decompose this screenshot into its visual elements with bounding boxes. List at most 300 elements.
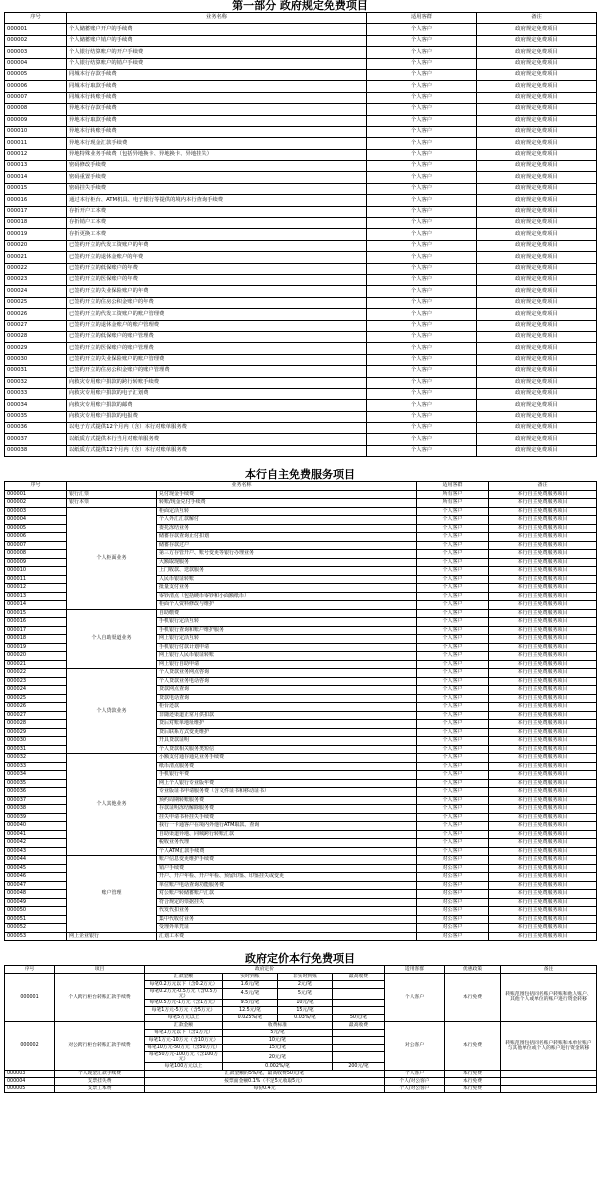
remark-cell: 本行自主免费服务项目: [489, 745, 597, 754]
customer-cell: 个人客户: [417, 822, 489, 831]
customer-cell: 个人客户: [367, 81, 477, 92]
header-policy: 优惠政策: [445, 966, 501, 974]
table-row: [5, 240, 597, 251]
remark-cell: 本行自主免费服务项目: [489, 499, 597, 508]
name-cell: 柜面个人资料修改与维护: [157, 601, 417, 610]
seq-cell: 000012: [5, 149, 67, 160]
name-cell: 存折销户工本费: [67, 218, 367, 229]
customer-cell: 个人客户: [417, 805, 489, 814]
customer-cell: 个人客户: [367, 400, 477, 411]
customer-cell: 个人客户: [367, 388, 477, 399]
customer-cell: 个人客户: [417, 737, 489, 746]
seq-cell: 000043: [5, 847, 67, 856]
remark-cell: 政府规定免费项目: [477, 126, 597, 137]
subheader-cell: 汇款金额: [145, 973, 223, 981]
remark-cell: 政府规定免费项目: [477, 115, 597, 126]
table-row: [5, 434, 597, 445]
customer-cell: 个人客户: [417, 779, 489, 788]
amount-cell: 每笔0.5万元-1万元（含1万元）: [145, 999, 223, 1007]
seq-cell: 000045: [5, 864, 67, 873]
seq-cell: 000038: [5, 805, 67, 814]
name-cell: 个人银行结算账户的销户手续费: [67, 58, 367, 69]
name-cell: 已签约开立的失业保险账户的账户管理费: [67, 354, 367, 365]
table-row: [5, 149, 597, 160]
remark-cell: 本行自主免费服务项目: [489, 898, 597, 907]
fee-cell: 10元/笔: [223, 1037, 333, 1045]
name-cell: 向救灾专用账户捐款的电报费: [67, 411, 367, 422]
remark-cell: 本行自主免费服务项目: [489, 924, 597, 933]
seq-cell: 000049: [5, 898, 67, 907]
name-cell: 贷后联系方式变更维护: [157, 728, 417, 737]
customer-cell: 个人客户: [417, 771, 489, 780]
name-cell: 单位账户电话查询功能服务费: [157, 881, 417, 890]
customer-cell: 个人客户: [417, 677, 489, 686]
remark-cell: 本行自主免费服务项目: [489, 516, 597, 525]
header-remark: 备注: [501, 966, 597, 974]
customer-cell: 对公客户: [417, 890, 489, 899]
name-cell: 上门收款、送款服务: [157, 567, 417, 576]
customer-cell: 个人客户: [385, 1070, 445, 1078]
table-row: [5, 126, 597, 137]
seq-cell: 000034: [5, 400, 67, 411]
customer-cell: 个人客户: [367, 343, 477, 354]
header-customer: 适用客群: [417, 482, 489, 491]
seq-cell: 000022: [5, 263, 67, 274]
table-row: [5, 423, 597, 434]
customer-cell: 个人客户: [367, 354, 477, 365]
name-cell: 转账/现金兑付手续费: [157, 499, 417, 508]
seq-cell: 000006: [5, 533, 67, 542]
seq-cell: 000011: [5, 138, 67, 149]
policy-cell: 本行免费: [445, 1078, 501, 1086]
remark-cell: 政府规定免费项目: [477, 149, 597, 160]
name-cell: 异地本行现金汇款手续费: [67, 138, 367, 149]
table-row: [5, 161, 597, 172]
name-cell: 同城本行存款手续费: [67, 69, 367, 80]
table-row: [5, 507, 597, 516]
seq-cell: 000002: [5, 1022, 55, 1071]
remark-cell: 本行自主免费服务项目: [489, 873, 597, 882]
name-cell: 已签约开立的低保账户的账户管理费: [67, 331, 367, 342]
name-cell: 以纸质方式提供本行当月对账单服务费: [67, 434, 367, 445]
amount-cell: 每笔10万元-50万元（含50万元）: [145, 1044, 223, 1052]
name-cell: 网上银行自助申请: [157, 660, 417, 669]
remark-cell: 本行自主免费服务项目: [489, 788, 597, 797]
realtime-fee-cell: 4.5元/笔: [223, 988, 278, 999]
customer-cell: 个人客户: [367, 366, 477, 377]
name-cell: 税收业务代理: [157, 839, 417, 848]
customer-cell: 个人客户: [367, 58, 477, 69]
remark-cell: 本行自主免费服务项目: [489, 609, 597, 618]
subheader-cell: 收费标准: [223, 1022, 333, 1030]
seq-cell: 000002: [5, 499, 67, 508]
customer-cell: 个人客户: [417, 762, 489, 771]
seq-cell: 000026: [5, 703, 67, 712]
name-cell: 手机银行年费: [157, 771, 417, 780]
seq-cell: 000035: [5, 779, 67, 788]
seq-cell: 000021: [5, 660, 67, 669]
remark-cell: 政府规定免费项目: [477, 309, 597, 320]
customer-cell: 个人客户: [367, 172, 477, 183]
seq-cell: 000014: [5, 601, 67, 610]
remark-cell: 本行自主免费服务项目: [489, 601, 597, 610]
seq-cell: 000030: [5, 354, 67, 365]
amount-cell: 每笔1万元以下（含1万元）: [145, 1029, 223, 1037]
customer-cell: 个人客户: [417, 533, 489, 542]
seq-cell: 000044: [5, 856, 67, 865]
seq-cell: 000013: [5, 161, 67, 172]
name-cell: 向救灾专用账户捐款的邮费: [67, 400, 367, 411]
seq-cell: 000006: [5, 81, 67, 92]
seq-cell: 000033: [5, 388, 67, 399]
table-row: [5, 172, 597, 183]
name-cell: 挂失申请书补挂失手续费: [157, 813, 417, 822]
name-cell: 零钞清点（包括硬币零钞和小面额纸币）: [157, 592, 417, 601]
table-row: [5, 669, 597, 678]
empty-cell: [333, 981, 385, 989]
remark-cell: 政府规定免费项目: [477, 138, 597, 149]
table-row: [5, 609, 597, 618]
remark-cell: 本行自主免费服务项目: [489, 822, 597, 831]
remark-cell: 政府规定免费项目: [477, 274, 597, 285]
remark-cell: 本行自主免费服务项目: [489, 890, 597, 899]
customer-cell: 个人客户: [367, 47, 477, 58]
remark-cell: 本行自主免费服务项目: [489, 524, 597, 533]
table-row: [5, 138, 597, 149]
table-row: [5, 309, 597, 320]
table-row: [5, 411, 597, 422]
category-cell: 个人柜面业务: [67, 507, 157, 609]
customer-cell: 个人客户: [367, 161, 477, 172]
name-cell: 密码重置手续费: [67, 172, 367, 183]
remark-cell: 政府规定免费项目: [477, 445, 597, 456]
remark-cell: 本行自主免费服务项目: [489, 703, 597, 712]
name-cell: 汇划工本费: [157, 932, 417, 941]
seq-cell: 000016: [5, 618, 67, 627]
customer-cell: 个人客户: [417, 626, 489, 635]
customer-cell: 个人客户: [367, 309, 477, 320]
table-row: [5, 218, 597, 229]
subheader-cell: 实时到账: [223, 973, 278, 981]
seq-cell: 000004: [5, 1078, 55, 1086]
table-row: [5, 206, 597, 217]
customer-cell: 个人客户: [367, 297, 477, 308]
seq-cell: 000030: [5, 737, 67, 746]
name-cell: 已签约开立的代发工资账户的账户管理费: [67, 309, 367, 320]
header-seq: 序号: [5, 13, 67, 24]
seq-cell: 000009: [5, 558, 67, 567]
remark-cell: 本行自主免费服务项目: [489, 558, 597, 567]
table-row: [5, 195, 597, 206]
seq-cell: 000050: [5, 907, 67, 916]
max-fee-cell: 50元/笔: [333, 1014, 385, 1022]
remark-cell: 政府规定免费项目: [477, 183, 597, 194]
remark-cell: 政府规定免费项目: [477, 161, 597, 172]
amount-cell: 每笔1万元-5万元（含5万元）: [145, 1007, 223, 1015]
name-cell: 支票工本费: [55, 1085, 145, 1093]
remark-cell: 转账范围包括同名账户转账和本单位账户与其他单位或个人的账户进行资金转移: [501, 1022, 597, 1071]
table-row: [5, 1085, 597, 1093]
realtime-fee-cell: 12.5元/笔: [223, 1007, 278, 1015]
remark-cell: 政府规定免费项目: [477, 400, 597, 411]
customer-cell: 个人客户: [367, 183, 477, 194]
customer-cell: 个人客户: [417, 669, 489, 678]
remark-cell: 政府规定免费项目: [477, 195, 597, 206]
seq-cell: 000047: [5, 881, 67, 890]
header-seq: 序号: [5, 966, 55, 974]
remark-cell: 本行自主免费服务项目: [489, 728, 597, 737]
remark-cell: [501, 1078, 597, 1086]
gov-price-cell: 汇款金额的5%/笔，最高收费50元/笔: [145, 1070, 385, 1078]
name-cell: 个人ATM汇款手续费: [157, 847, 417, 856]
table-row: [5, 297, 597, 308]
customer-cell: 个人客户: [417, 796, 489, 805]
remark-cell: 政府规定免费项目: [477, 24, 597, 35]
name-cell: 密码修改手续费: [67, 161, 367, 172]
name-cell: 已签约开立的住房公积金账户的年费: [67, 297, 367, 308]
seq-cell: 000022: [5, 669, 67, 678]
customer-cell: 个人客户: [417, 839, 489, 848]
table-row: [5, 263, 597, 274]
name-cell: 存折开户工本费: [67, 206, 367, 217]
remark-cell: 本行自主免费服务项目: [489, 626, 597, 635]
name-cell: 已签约开立的医保账户的账户管理费: [67, 343, 367, 354]
customer-cell: 个人客户: [417, 516, 489, 525]
seq-cell: 000018: [5, 635, 67, 644]
seq-cell: 000001: [5, 973, 55, 1022]
seq-cell: 000008: [5, 104, 67, 115]
customer-cell: 个人客户: [417, 584, 489, 593]
remark-cell: 本行自主免费服务项目: [489, 907, 597, 916]
customer-cell: 个人客户: [367, 274, 477, 285]
remark-cell: 本行自主免费服务项目: [489, 932, 597, 941]
customer-cell: 个人客户: [367, 24, 477, 35]
seq-cell: 000004: [5, 58, 67, 69]
name-cell: 贷后对账单地址维护: [157, 720, 417, 729]
name-cell: 异地特殊业务手续费（包括异地换卡、异地换卡、异地挂失）: [67, 149, 367, 160]
remark-cell: 政府规定免费项目: [477, 411, 597, 422]
remark-cell: 本行自主免费服务项目: [489, 830, 597, 839]
remark-cell: 本行自主免费服务项目: [489, 737, 597, 746]
name-cell: 手机银行定活互转: [157, 618, 417, 627]
nonrealtime-fee-cell: 10元/笔: [278, 999, 333, 1007]
customer-cell: 个人客户: [417, 592, 489, 601]
category-cell: 账户管理: [67, 856, 157, 933]
seq-cell: 000037: [5, 434, 67, 445]
seq-cell: 000040: [5, 822, 67, 831]
fee-cell: 15元/笔: [223, 1044, 333, 1052]
name-cell: 纸币清点服务费: [157, 762, 417, 771]
table-row: [5, 490, 597, 499]
name-cell: 已签约开立的代发工资账户的年费: [67, 240, 367, 251]
seq-cell: 000038: [5, 445, 67, 456]
customer-cell: 个人客户: [367, 263, 477, 274]
name-cell: 贷款电话查询: [157, 694, 417, 703]
header-name: 业务名称: [67, 13, 367, 24]
remark-cell: 本行自主免费服务项目: [489, 567, 597, 576]
name-cell: 批量支付业务: [157, 584, 417, 593]
remark-cell: 本行自主免费服务项目: [489, 711, 597, 720]
remark-cell: 本行自主免费服务项目: [489, 618, 597, 627]
table-row: [5, 1022, 597, 1030]
name-cell: 以纸质方式提供12个月内（含）本行对账单服务费: [67, 445, 367, 456]
seq-cell: 000019: [5, 643, 67, 652]
customer-cell: 个人/对公客户: [385, 1085, 445, 1093]
remark-cell: 政府规定免费项目: [477, 58, 597, 69]
seq-cell: 000008: [5, 550, 67, 559]
table-row: [5, 366, 597, 377]
category-cell: 个人其他业务: [67, 754, 157, 856]
customer-cell: 个人客户: [417, 507, 489, 516]
customer-cell: 对公客户: [417, 907, 489, 916]
table-row: [5, 377, 597, 388]
name-cell: 储蓄存款查询止付扣划: [157, 533, 417, 542]
remark-cell: 本行自主免费服务项目: [489, 533, 597, 542]
seq-cell: 000025: [5, 297, 67, 308]
part2-title: 本行自主免费服务项目: [245, 468, 355, 482]
seq-cell: 000051: [5, 915, 67, 924]
customer-cell: 个人客户: [367, 218, 477, 229]
empty-cell: [333, 999, 385, 1007]
remark-cell: 政府规定免费项目: [477, 240, 597, 251]
customer-cell: 所有客户: [417, 490, 489, 499]
customer-cell: 个人/对公客户: [385, 1078, 445, 1086]
amount-cell: 每笔0.2万元-0.5万元（含0.5万元）: [145, 988, 223, 999]
name-cell: 网上银行人民币银证转账: [157, 652, 417, 661]
seq-cell: 000010: [5, 126, 67, 137]
remark-cell: [501, 1085, 597, 1093]
seq-cell: 000001: [5, 490, 67, 499]
name-cell: 个人储蓄账户开户的手续费: [67, 24, 367, 35]
name-cell: 大额取现服务: [157, 558, 417, 567]
name-cell: 密码挂失手续费: [67, 183, 367, 194]
seq-cell: 000037: [5, 796, 67, 805]
category-cell: 网上企业银行: [67, 932, 157, 941]
customer-cell: 个人客户: [367, 445, 477, 456]
header-remark: 备注: [477, 13, 597, 24]
remark-cell: 本行自主免费服务项目: [489, 635, 597, 644]
policy-cell: 本行免费: [445, 1070, 501, 1078]
customer-cell: 个人客户: [417, 728, 489, 737]
remark-cell: 政府规定免费项目: [477, 320, 597, 331]
amount-cell: 每笔5万元以上: [145, 1014, 223, 1022]
name-cell: 异地本行存款手续费: [67, 104, 367, 115]
customer-cell: 个人客户: [367, 286, 477, 297]
category-cell: 银行本票: [67, 499, 157, 508]
seq-cell: 000048: [5, 890, 67, 899]
table-row: [5, 47, 597, 58]
table-row: [5, 115, 597, 126]
remark-cell: 政府规定免费项目: [477, 354, 597, 365]
customer-cell: 个人客户: [367, 195, 477, 206]
name-cell: 手机银行查询和账户维护服务: [157, 626, 417, 635]
name-cell: 销户手续费: [157, 864, 417, 873]
part3-title: 政府定价本行免费项目: [245, 952, 355, 966]
customer-cell: 个人客户: [417, 830, 489, 839]
customer-cell: 个人客户: [367, 92, 477, 103]
remark-cell: 政府规定免费项目: [477, 366, 597, 377]
amount-cell: 每笔100万元以上: [145, 1063, 223, 1071]
customer-cell: 个人客户: [417, 711, 489, 720]
nonrealtime-fee-cell: 5元/笔: [278, 988, 333, 999]
empty-cell: [333, 1007, 385, 1015]
seq-cell: 000032: [5, 377, 67, 388]
empty-cell: [333, 1037, 385, 1045]
seq-cell: 000028: [5, 720, 67, 729]
seq-cell: 000034: [5, 771, 67, 780]
remark-cell: 本行自主免费服务项目: [489, 677, 597, 686]
seq-cell: 000024: [5, 286, 67, 297]
customer-cell: 对公客户: [417, 924, 489, 933]
customer-cell: 个人客户: [417, 618, 489, 627]
customer-cell: 个人客户: [417, 754, 489, 763]
customer-cell: 个人客户: [417, 609, 489, 618]
customer-cell: 个人客户: [367, 126, 477, 137]
customer-cell: 个人客户: [367, 434, 477, 445]
table-row: [5, 1070, 597, 1078]
name-cell: 通过本行柜台、ATM机具、电子银行等提供的境内本行查询手续费: [67, 195, 367, 206]
seq-cell: 000014: [5, 172, 67, 183]
seq-cell: 000002: [5, 35, 67, 46]
name-cell: 向救灾专用账户捐款的跨行转账手续费: [67, 377, 367, 388]
remark-cell: 本行自主免费服务项目: [489, 541, 597, 550]
seq-cell: 000005: [5, 524, 67, 533]
seq-cell: 000033: [5, 762, 67, 771]
seq-cell: 000027: [5, 320, 67, 331]
fee-cell: 5元/笔: [223, 1029, 333, 1037]
subheader-cell: 最高收费: [333, 1022, 385, 1030]
seq-cell: 000035: [5, 411, 67, 422]
name-cell: 我行一卡通客户在境内外他行ATM取款、查询: [157, 822, 417, 831]
remark-cell: 本行自主免费服务项目: [489, 813, 597, 822]
remark-cell: 本行自主免费服务项目: [489, 575, 597, 584]
table-row: [5, 58, 597, 69]
remark-cell: 政府规定免费项目: [477, 434, 597, 445]
customer-cell: 个人客户: [367, 115, 477, 126]
government-free-table: [4, 12, 597, 457]
name-cell: 小额支付通存通兑业务手续费: [157, 754, 417, 763]
table-row: [5, 343, 597, 354]
gov-price-cell: 按票面金额0.1%（不足5元收取5元）: [145, 1078, 385, 1086]
seq-cell: 000019: [5, 229, 67, 240]
name-cell: 存折更换工本费: [67, 229, 367, 240]
remark-cell: 本行自主免费服务项目: [489, 839, 597, 848]
seq-cell: 000031: [5, 745, 67, 754]
table-header-row: [5, 482, 597, 491]
empty-cell: [333, 1044, 385, 1052]
government-priced-table: [4, 965, 597, 1093]
seq-cell: 000031: [5, 366, 67, 377]
seq-cell: 000041: [5, 830, 67, 839]
seq-cell: 000020: [5, 240, 67, 251]
part1-title: 第一部分 政府规定免费项目: [232, 0, 368, 12]
seq-cell: 000013: [5, 592, 67, 601]
seq-cell: 000007: [5, 92, 67, 103]
name-cell: 集中代收付业务: [157, 915, 417, 924]
name-cell: 贷款网点查询: [157, 686, 417, 695]
customer-cell: 个人客户: [417, 524, 489, 533]
seq-cell: 000017: [5, 206, 67, 217]
name-cell: 个人贷款业务网点咨询: [157, 669, 417, 678]
realtime-fee-cell: 9.5元/笔: [223, 999, 278, 1007]
remark-cell: 本行自主免费服务项目: [489, 507, 597, 516]
remark-cell: 本行自主免费服务项目: [489, 779, 597, 788]
customer-cell: 个人客户: [417, 541, 489, 550]
seq-cell: 000029: [5, 728, 67, 737]
header-customer: 适用客群: [367, 13, 477, 24]
amount-cell: 每笔1万元-10万元（含10万元）: [145, 1037, 223, 1045]
seq-cell: 000010: [5, 567, 67, 576]
